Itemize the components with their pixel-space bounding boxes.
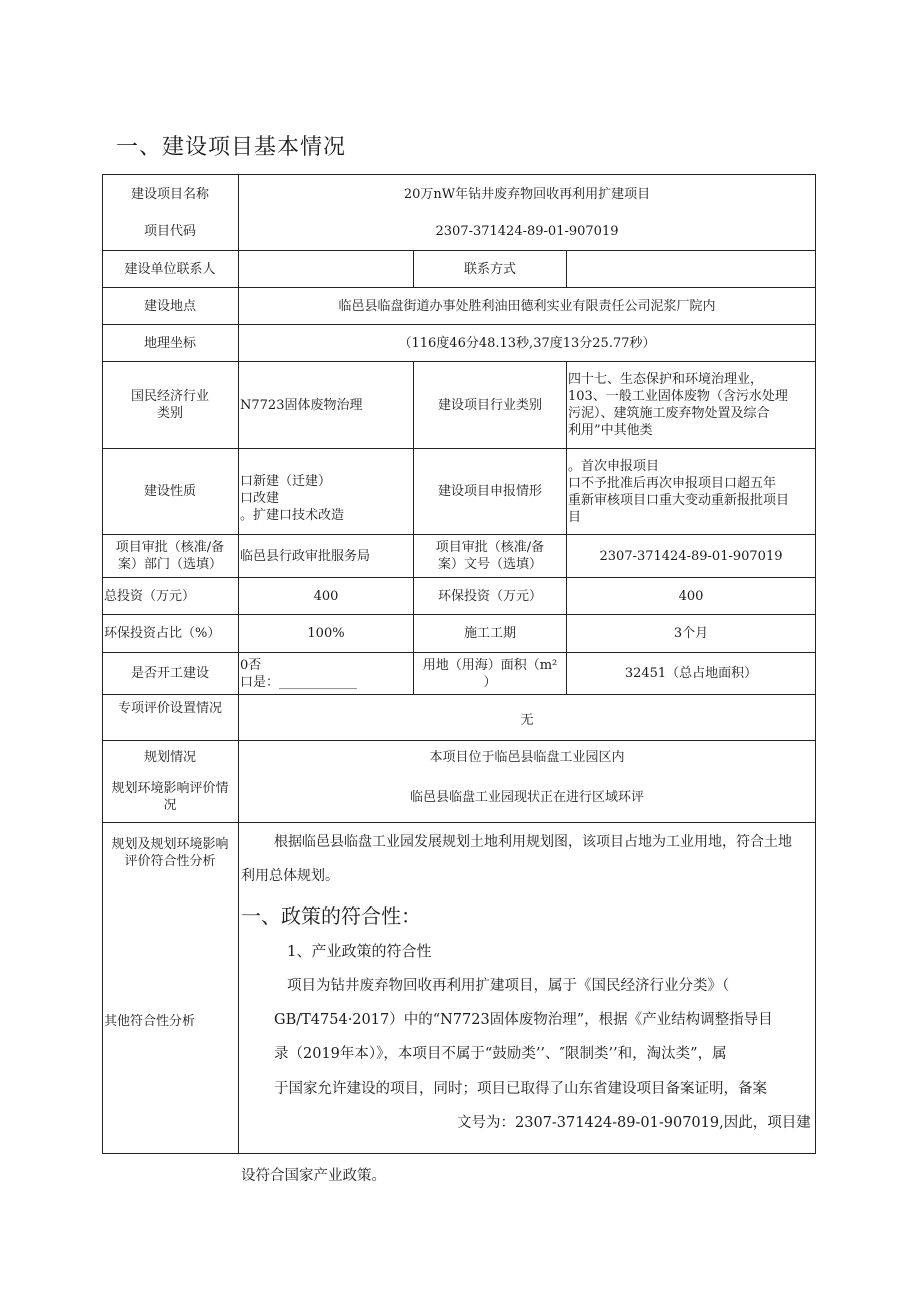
- area-value: 32451（总占地面积）: [624, 666, 758, 681]
- other-line-2: GB/T4754·2017）中的“N7723固体废物治理”，根据《产业结构调整指导目: [274, 1012, 773, 1028]
- row-line: [102, 1153, 816, 1154]
- row-line: [102, 822, 816, 823]
- contact-method-label: 联系方式: [463, 261, 516, 277]
- approval-doc-value: 2307-371424-89-01-907019: [599, 548, 783, 564]
- project-industry-value: 四十七、生态保护和环境治理业， 103、一般工业固体废物（含污水处理 污泥）、建筑施工废弃物处置及综合 利用”中其他类: [568, 372, 788, 438]
- industry-label: 国民经济行业 类别: [130, 389, 209, 421]
- policy-heading: 一、政策的符合性：: [241, 904, 421, 928]
- planning-value: 本项目位于临邑县临盘工业园区内: [429, 749, 625, 765]
- nature-value: 口新建（迁建） 口改建 。扩建口技术改造: [240, 474, 345, 523]
- env-ratio-value: 100%: [307, 626, 345, 641]
- period-label: 施工工期: [463, 626, 516, 641]
- contact-method-value: [567, 251, 815, 287]
- conformity-line-2: 利用总体规划。: [241, 868, 339, 884]
- other-line-4: 于国家允许建设的项目，同时；项目已取得了山东省建设项目备案证明，备案: [274, 1081, 767, 1097]
- env-investment-value: 400: [678, 588, 704, 604]
- env-investment-label: 环保投资（万元）: [437, 588, 542, 604]
- policy-subheading: 1、产业政策的符合性: [287, 942, 432, 960]
- contact-person-value: [239, 251, 413, 287]
- conformity-label: 规划及规划环境影响 评价符合性分析: [111, 837, 229, 869]
- env-ratio-label: 环保投资占比（%）: [104, 626, 221, 641]
- col-line: [815, 174, 816, 1154]
- coords-value: （116度46分48.13秒,37度13分25.77秒）: [398, 335, 656, 351]
- area-label: 用地（用海）面积（m² ）: [422, 657, 558, 690]
- planning-eia-label: 规划环境影响评价情 况: [111, 781, 229, 813]
- investment-value: 400: [313, 588, 339, 604]
- location-value: 临邑县临盘街道办事处胜利油田德利实业有限责任公司泥浆厂院内: [338, 298, 716, 314]
- approval-doc-label: 项目审批（核准/备 案）文号（选填）: [435, 540, 545, 572]
- industry-value: N7723固体废物治理: [240, 397, 363, 413]
- special-value: 无: [520, 712, 534, 728]
- started-label: 是否开工建设: [130, 666, 209, 681]
- project-name-label: 建设项目名称: [130, 186, 209, 202]
- declaration-value: 。首次申报项目 口不予批准后再次申报项目口超五年 重新审核项目口重大变动重新报批项目 目: [568, 458, 790, 525]
- project-code-label: 项目代码: [143, 223, 196, 239]
- approval-dept-label: 项目审批（核准/备 案）部门（选填）: [115, 540, 225, 572]
- planning-label: 规划情况: [143, 749, 196, 765]
- other-label: 其他符合性分析: [104, 1013, 196, 1029]
- approval-dept-value: 临邑县行政审批服务局: [240, 548, 371, 564]
- location-label: 建设地点: [143, 298, 196, 314]
- project-code-value: 2307-371424-89-01-907019: [435, 223, 619, 239]
- nature-label: 建设性质: [143, 484, 196, 499]
- row-line: [102, 174, 816, 175]
- page-title: 一、建设项目基本情况: [116, 135, 347, 160]
- period-value: 3个月: [673, 626, 709, 641]
- other-line-1: 项目为钻井废弃物回收再利用扩建项目，属于《国民经济行业分类》（: [287, 978, 730, 994]
- row-line: [102, 740, 816, 741]
- special-label: 专项评价设置情况: [117, 700, 222, 716]
- project-name-value: 20万nW年钻井废弃物回收再利用扩建项目: [403, 186, 651, 202]
- contact-person-label: 建设单位联系人: [124, 261, 216, 277]
- investment-label: 总投资（万元）: [104, 588, 196, 604]
- project-industry-label: 建设项目行业类别: [437, 397, 542, 413]
- coords-label: 地理坐标: [143, 335, 196, 351]
- other-line-5: 文号为：2307-371424-89-01-907019,因此，项目建: [457, 1115, 811, 1131]
- declaration-label: 建设项目申报情形: [437, 484, 542, 499]
- started-value: 0否 口是：____________: [240, 657, 358, 690]
- planning-eia-value: 临邑县临盘工业园现状正在进行区域环评: [409, 789, 644, 805]
- after-table-text: 设符合国家产业政策。: [241, 1168, 386, 1184]
- other-line-3: 录（2019年本）》，本项目不属于“鼓励类’’、″限制类’’和，淘汰类”，属: [274, 1046, 727, 1062]
- conformity-line-1: 根据临邑县临盘工业园发展规划土地利用规划图，该项目占地为工业用地，符合土地: [274, 834, 792, 850]
